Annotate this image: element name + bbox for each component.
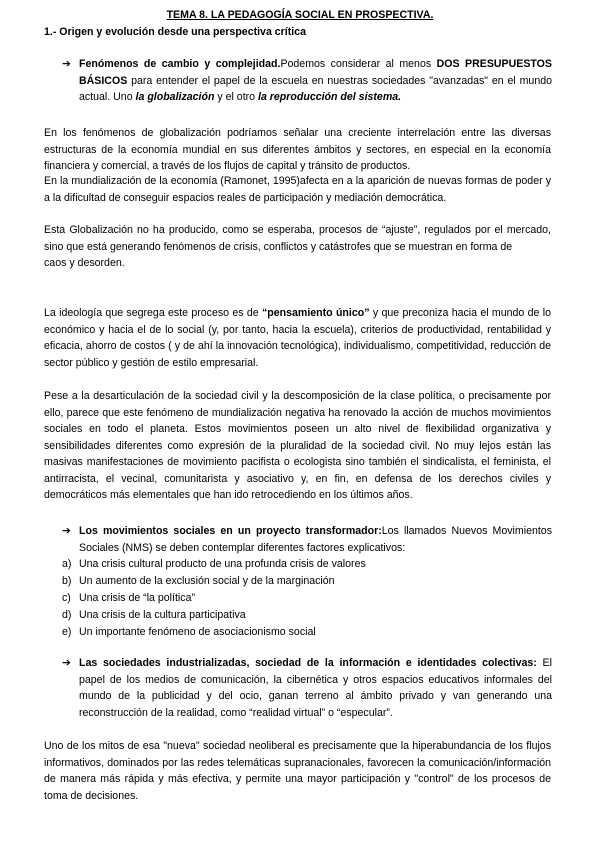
list-item: a) Una crisis cultural producto de una profunda crisis de valores xyxy=(62,558,366,570)
arrow-icon: ➔ xyxy=(62,657,71,669)
paragraph-movimientos: Pese a la desarticulación de la sociedad civil y la descomposición de la clase política, o precisamente por ello, parece que este fenómeno de mundialización negativa ha renovado la acción de muchos movimientos sociales en todo el planeta. Estos movimientos poseen un alto nivel de flexibilidad organizativa y sensibilidades diferentes como expresión de la pluralidad de la sociedad civil. No muy lejos están las masivas manifestaciones de movimiento pacifista o ecologista sino también el sindicalista, el feminista, el antirracista, el vecinal, comunitarista y asociativo y, en fin, en defensa de los derechos civiles y democráticos más elementales que han ido retrocediendo en los últimos años. xyxy=(44,390,551,501)
emphasis-reproduccion: la reproducción del sistema. xyxy=(258,91,402,103)
bullet-fenomenos-cambio xyxy=(62,56,552,106)
factor-list xyxy=(62,556,552,641)
page-title: TEMA 8. LA PEDAGOGÍA SOCIAL EN PROSPECTIVA. xyxy=(166,9,434,21)
paragraph-ajuste: Esta Globalización no ha producido, como se esperaba, procesos de “ajuste”, regulados por el mercado, sino que está generando fenómenos de crisis, conflictos y catástrofes que se muestran en forma de caos y desorden. xyxy=(44,224,551,269)
bullet-lead: Fenómenos de cambio y complejidad. xyxy=(79,58,281,70)
list-item: c) Una crisis de “la política” xyxy=(62,592,195,604)
bullet-text: Las sociedades industrializadas, sociedad de la información e identidades colectivas: El papel de los medios de comunicación, la cibernética y otros espacios educativos informales del mundo de la publicidad y del ocio, ganan terreno al ámbito privado y van generando una reconstrucción de la realidad, como “realidad virtual” o “especular”. xyxy=(79,657,552,719)
list-item: d) Una crisis de la cultura participativa xyxy=(62,609,246,621)
arrow-icon: ➔ xyxy=(62,58,71,70)
section-subtitle: 1.- Origen y evolución desde una perspectiva crítica xyxy=(44,26,306,38)
arrow-icon: ➔ xyxy=(62,525,71,537)
bullet-lead: Los movimientos sociales en un proyecto transformador: xyxy=(79,525,382,537)
bullet-movimientos-sociales xyxy=(62,523,552,556)
emphasis-pensamiento-unico: “pensamiento único” xyxy=(262,307,370,319)
bullet-text: Los movimientos sociales en un proyecto transformador:Los llamados Nuevos Movimientos Sociales (NMS) se deben contemplar diferentes factores explicativos: xyxy=(79,525,552,554)
emphasis-presupuestos: DOS PRESUPUESTOS BÁSICOS xyxy=(79,58,552,87)
emphasis-globalizacion: la globalización xyxy=(135,91,215,103)
paragraph-mundializacion: En la mundialización de la economía (Ramonet, 1995)afecta en a la aparición de nuevas formas de poder y a la dificultad de conseguir espacios reales de participación y mediación democrática. xyxy=(44,175,551,204)
bullet-text: Fenómenos de cambio y complejidad.Podemos considerar al menos DOS PRESUPUESTOS BÁSICOS para entender el papel de la escuela en nuestras sociedades "avanzadas" en el mundo actual. Uno la globalización y el otro la reproducción del sistema. xyxy=(79,58,552,103)
paragraph-pensamiento-unico: La ideología que segrega este proceso es de “pensamiento único” y que preconiza hacia el mundo de lo económico y hacia el de lo social (y, por tanto, hacia la escuela), criterios de productividad, rentabilidad y eficacia, ahorro de costos ( y de ahí la innovación tecnológica), individualismo, competitividad, reducción de sector público y gestión de estilo empresarial. xyxy=(44,307,551,369)
paragraph-mitos: Uno de los mitos de esa "nueva" sociedad neoliberal es precisamente que la hiperabundancia de los flujos informativos, dominados por las redes telemáticas supranacionales, favorecen la comunicación/información de manera más rápida y más efectiva, y permite una mayor participación y "control" de los procesos de toma de decisiones. xyxy=(44,740,551,802)
bullet-sociedades-industrializadas xyxy=(62,655,552,721)
paragraph-globalizacion: En los fenómenos de globalización podríamos señalar una creciente interrelación entre las diversas estructuras de la economía mundial en sus diferentes ámbitos y sectores, en especial en la economía financiera y comercial, a través de los flujos de capital y tránsito de productos. xyxy=(44,127,551,172)
list-item: e) Un importante fenómeno de asociacionismo social xyxy=(62,626,316,638)
bullet-lead: Las sociedades industrializadas, sociedad de la información e identidades colectivas: xyxy=(79,657,537,669)
list-item: b) Un aumento de la exclusión social y de la marginación xyxy=(62,575,335,587)
